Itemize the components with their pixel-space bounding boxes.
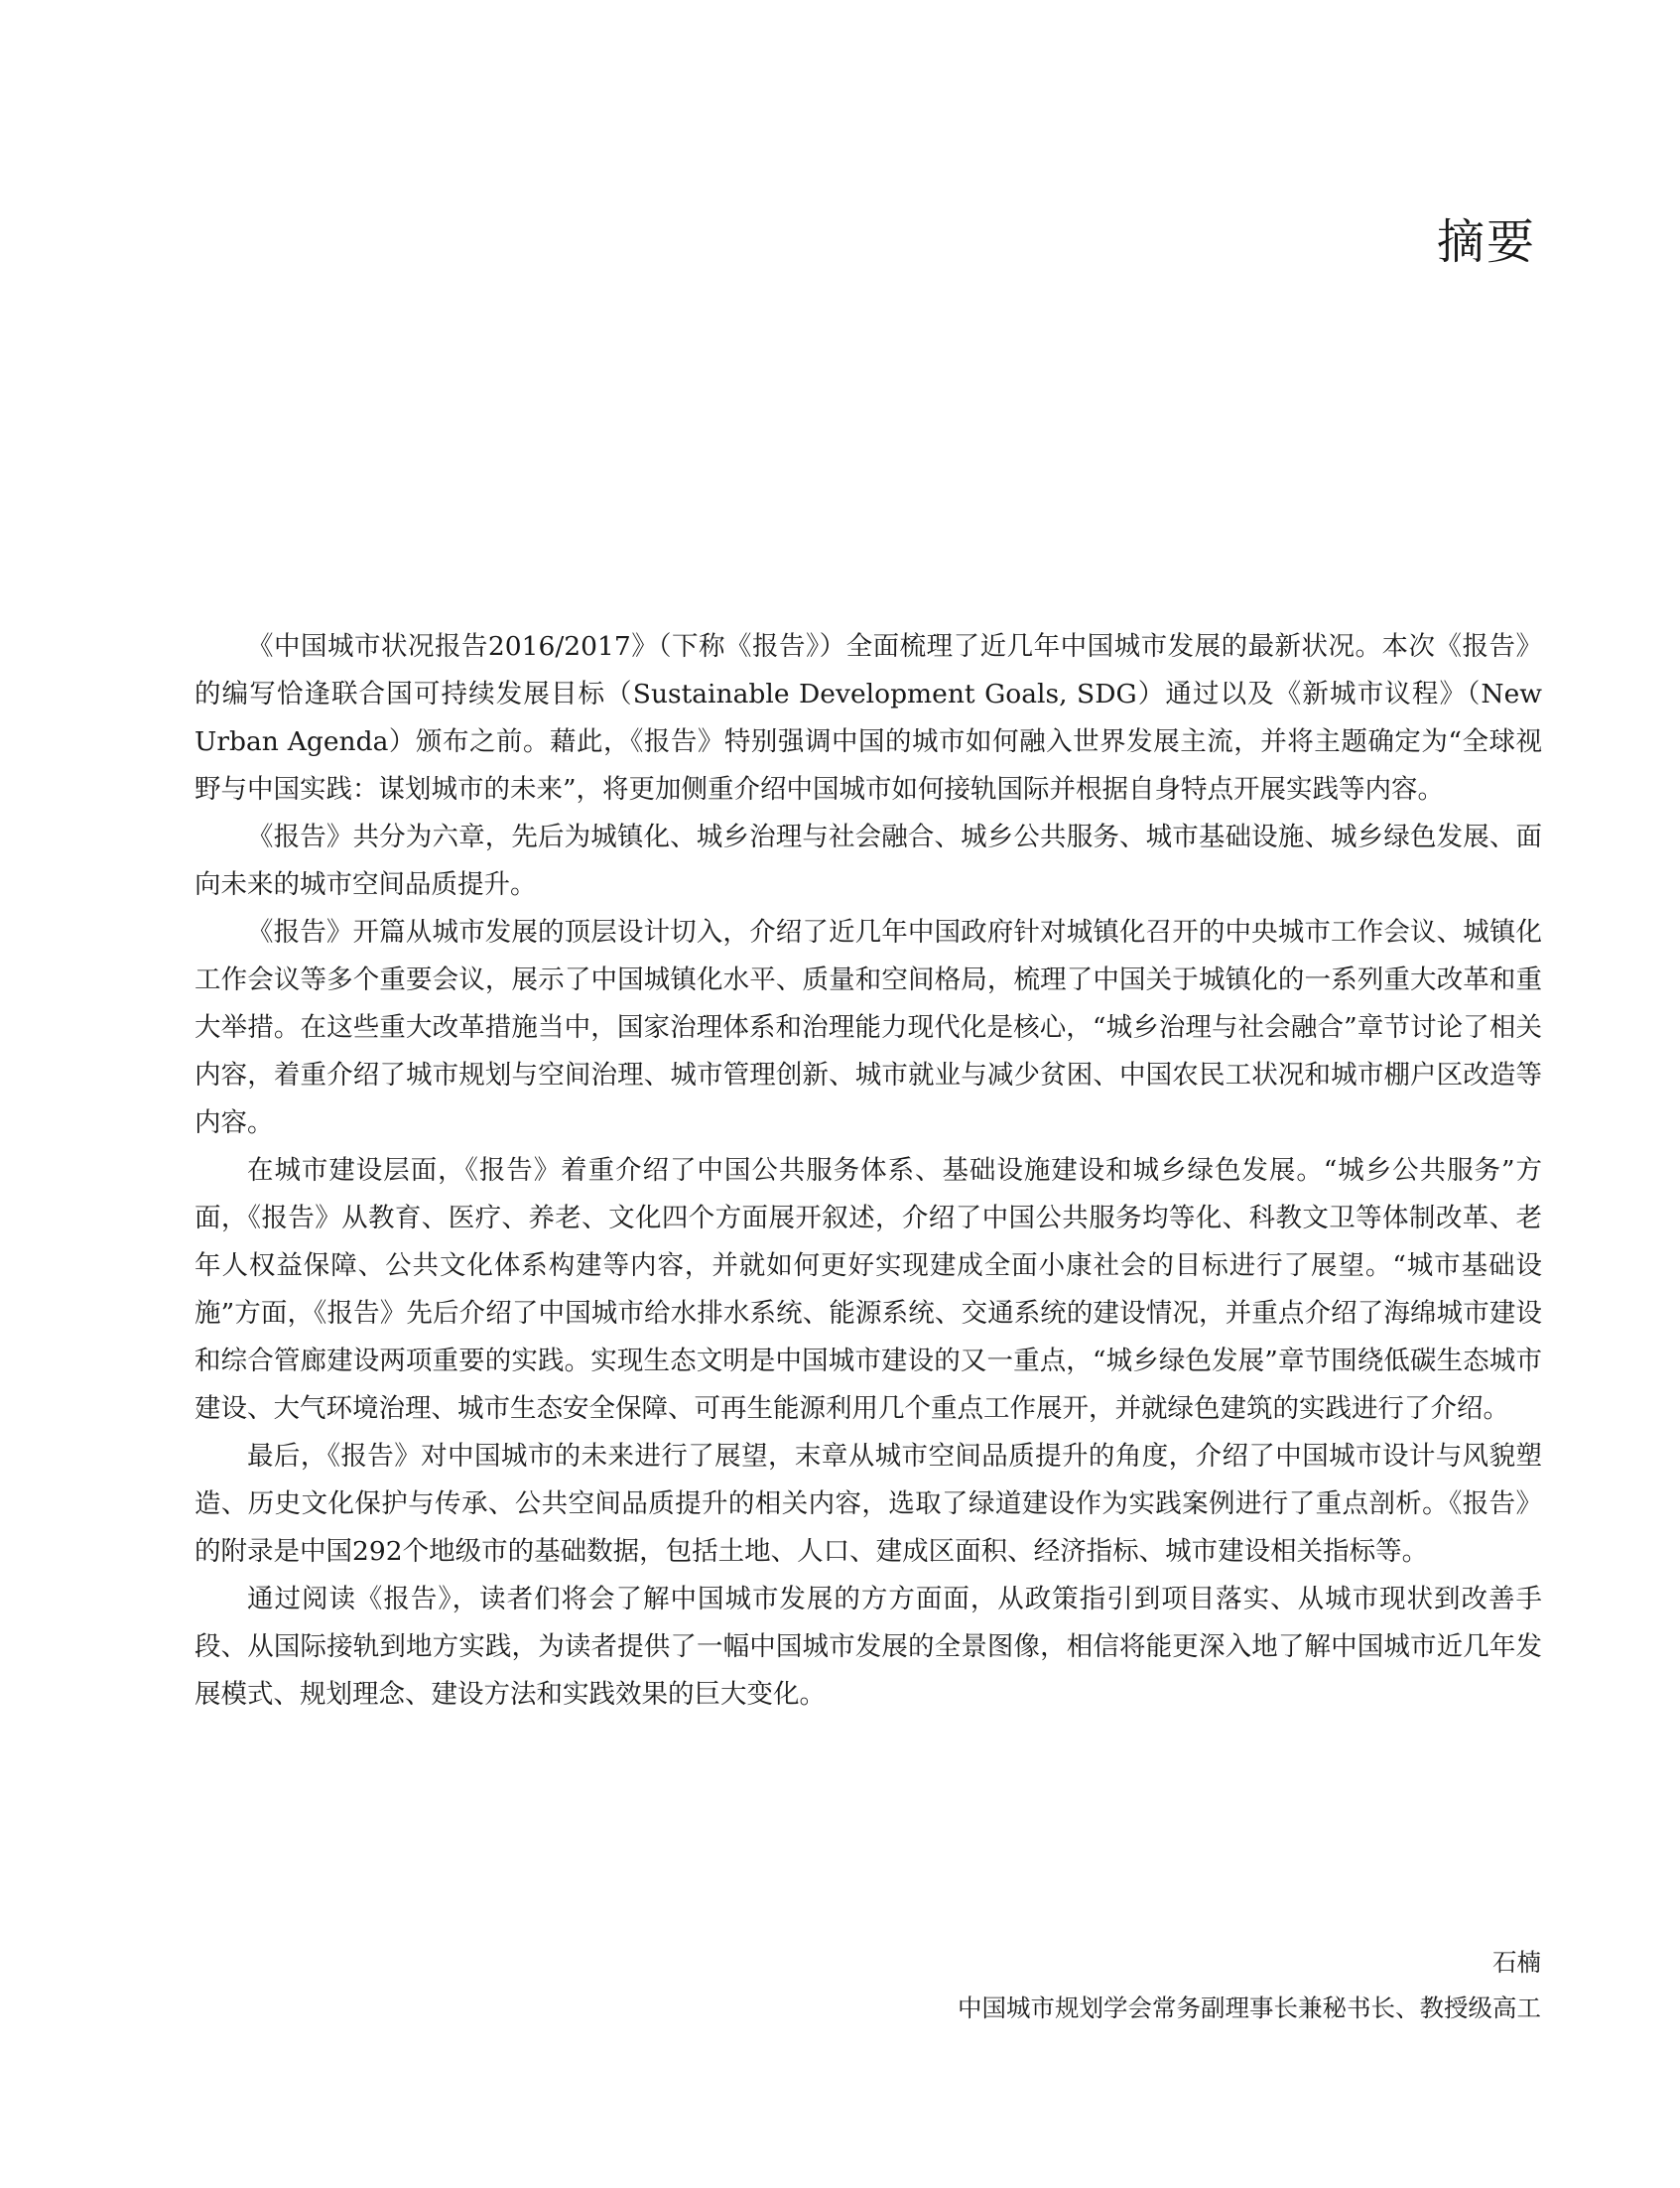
paragraph-intro: 《中国城市状况报告2016/2017》（下称《报告》）全面梳理了近几年中国城市发展的最新状况。本次《报告》的编写恰逢联合国可持续发展目标（Sustainable Development Goals, SDG）通过以及《新城市议程》（New Urban Agenda）颁布之前。藉此，《报告》特别强调中国的城市如何融入世界发展主流，并将主题确定为“全球视野与中国实践：谋划城市的未来”，将更加侧重介绍中国城市如何接轨国际并根据自身特点开展实践等内容。 <box>194 631 1542 805</box>
paragraph-governance: 《报告》开篇从城市发展的顶层设计切入，介绍了近几年中国政府针对城镇化召开的中央城市工作会议、城镇化工作会议等多个重要会议，展示了中国城镇化水平、质量和空间格局，梳理了中国关于城镇化的一系列重大改革和重大举措。在这些重大改革措施当中，国家治理体系和治理能力现代化是核心，“城乡治理与社会融合”章节讨论了相关内容，着重介绍了城市规划与空间治理、城市管理创新、城市就业与减少贫困、中国农民工状况和城市棚户区改造等内容。 <box>194 917 1542 1138</box>
paragraph-future: 最后，《报告》对中国城市的未来进行了展望，末章从城市空间品质提升的角度，介绍了中国城市设计与风貌塑造、历史文化保护与传承、公共空间品质提升的相关内容，选取了绿道建设作为实践案例进行了重点剖析。《报告》的附录是中国292个地级市的基础数据，包括土地、人口、建成区面积、经济指标、城市建设相关指标等。 <box>194 1441 1542 1567</box>
signature-block <box>958 1940 1541 2031</box>
author-position: 中国城市规划学会常务副理事长兼秘书长、教授级高工 <box>958 1994 1541 2022</box>
paragraph-construction: 在城市建设层面，《报告》着重介绍了中国公共服务体系、基础设施建设和城乡绿色发展。“城乡公共服务”方面，《报告》从教育、医疗、养老、文化四个方面展开叙述，介绍了中国公共服务均等化、科教文卫等体制改革、老年人权益保障、公共文化体系构建等内容，并就如何更好实现建成全面小康社会的目标进行了展望。“城市基础设施”方面，《报告》先后介绍了中国城市给水排水系统、能源系统、交通系统的建设情况，并重点介绍了海绵城市建设和综合管廊建设两项重要的实践。实现生态文明是中国城市建设的又一重点，“城乡绿色发展”章节围绕低碳生态城市建设、大气环境治理、城市生态安全保障、可再生能源利用几个重点工作展开，并就绿色建筑的实践进行了介绍。 <box>194 1155 1542 1424</box>
author-name: 石楠 <box>1492 1948 1541 1977</box>
page-title: 摘要 <box>1436 214 1536 270</box>
abstract-body <box>194 623 1542 1719</box>
paragraph-conclusion: 通过阅读《报告》，读者们将会了解中国城市发展的方方面面，从政策指引到项目落实、从城市现状到改善手段、从国际接轨到地方实践，为读者提供了一幅中国城市发展的全景图像，相信将能更深入地了解中国城市近几年发展模式、规划理念、建设方法和实践效果的巨大变化。 <box>194 1584 1542 1710</box>
paragraph-chapters: 《报告》共分为六章，先后为城镇化、城乡治理与社会融合、城乡公共服务、城市基础设施、城乡绿色发展、面向未来的城市空间品质提升。 <box>194 822 1542 900</box>
